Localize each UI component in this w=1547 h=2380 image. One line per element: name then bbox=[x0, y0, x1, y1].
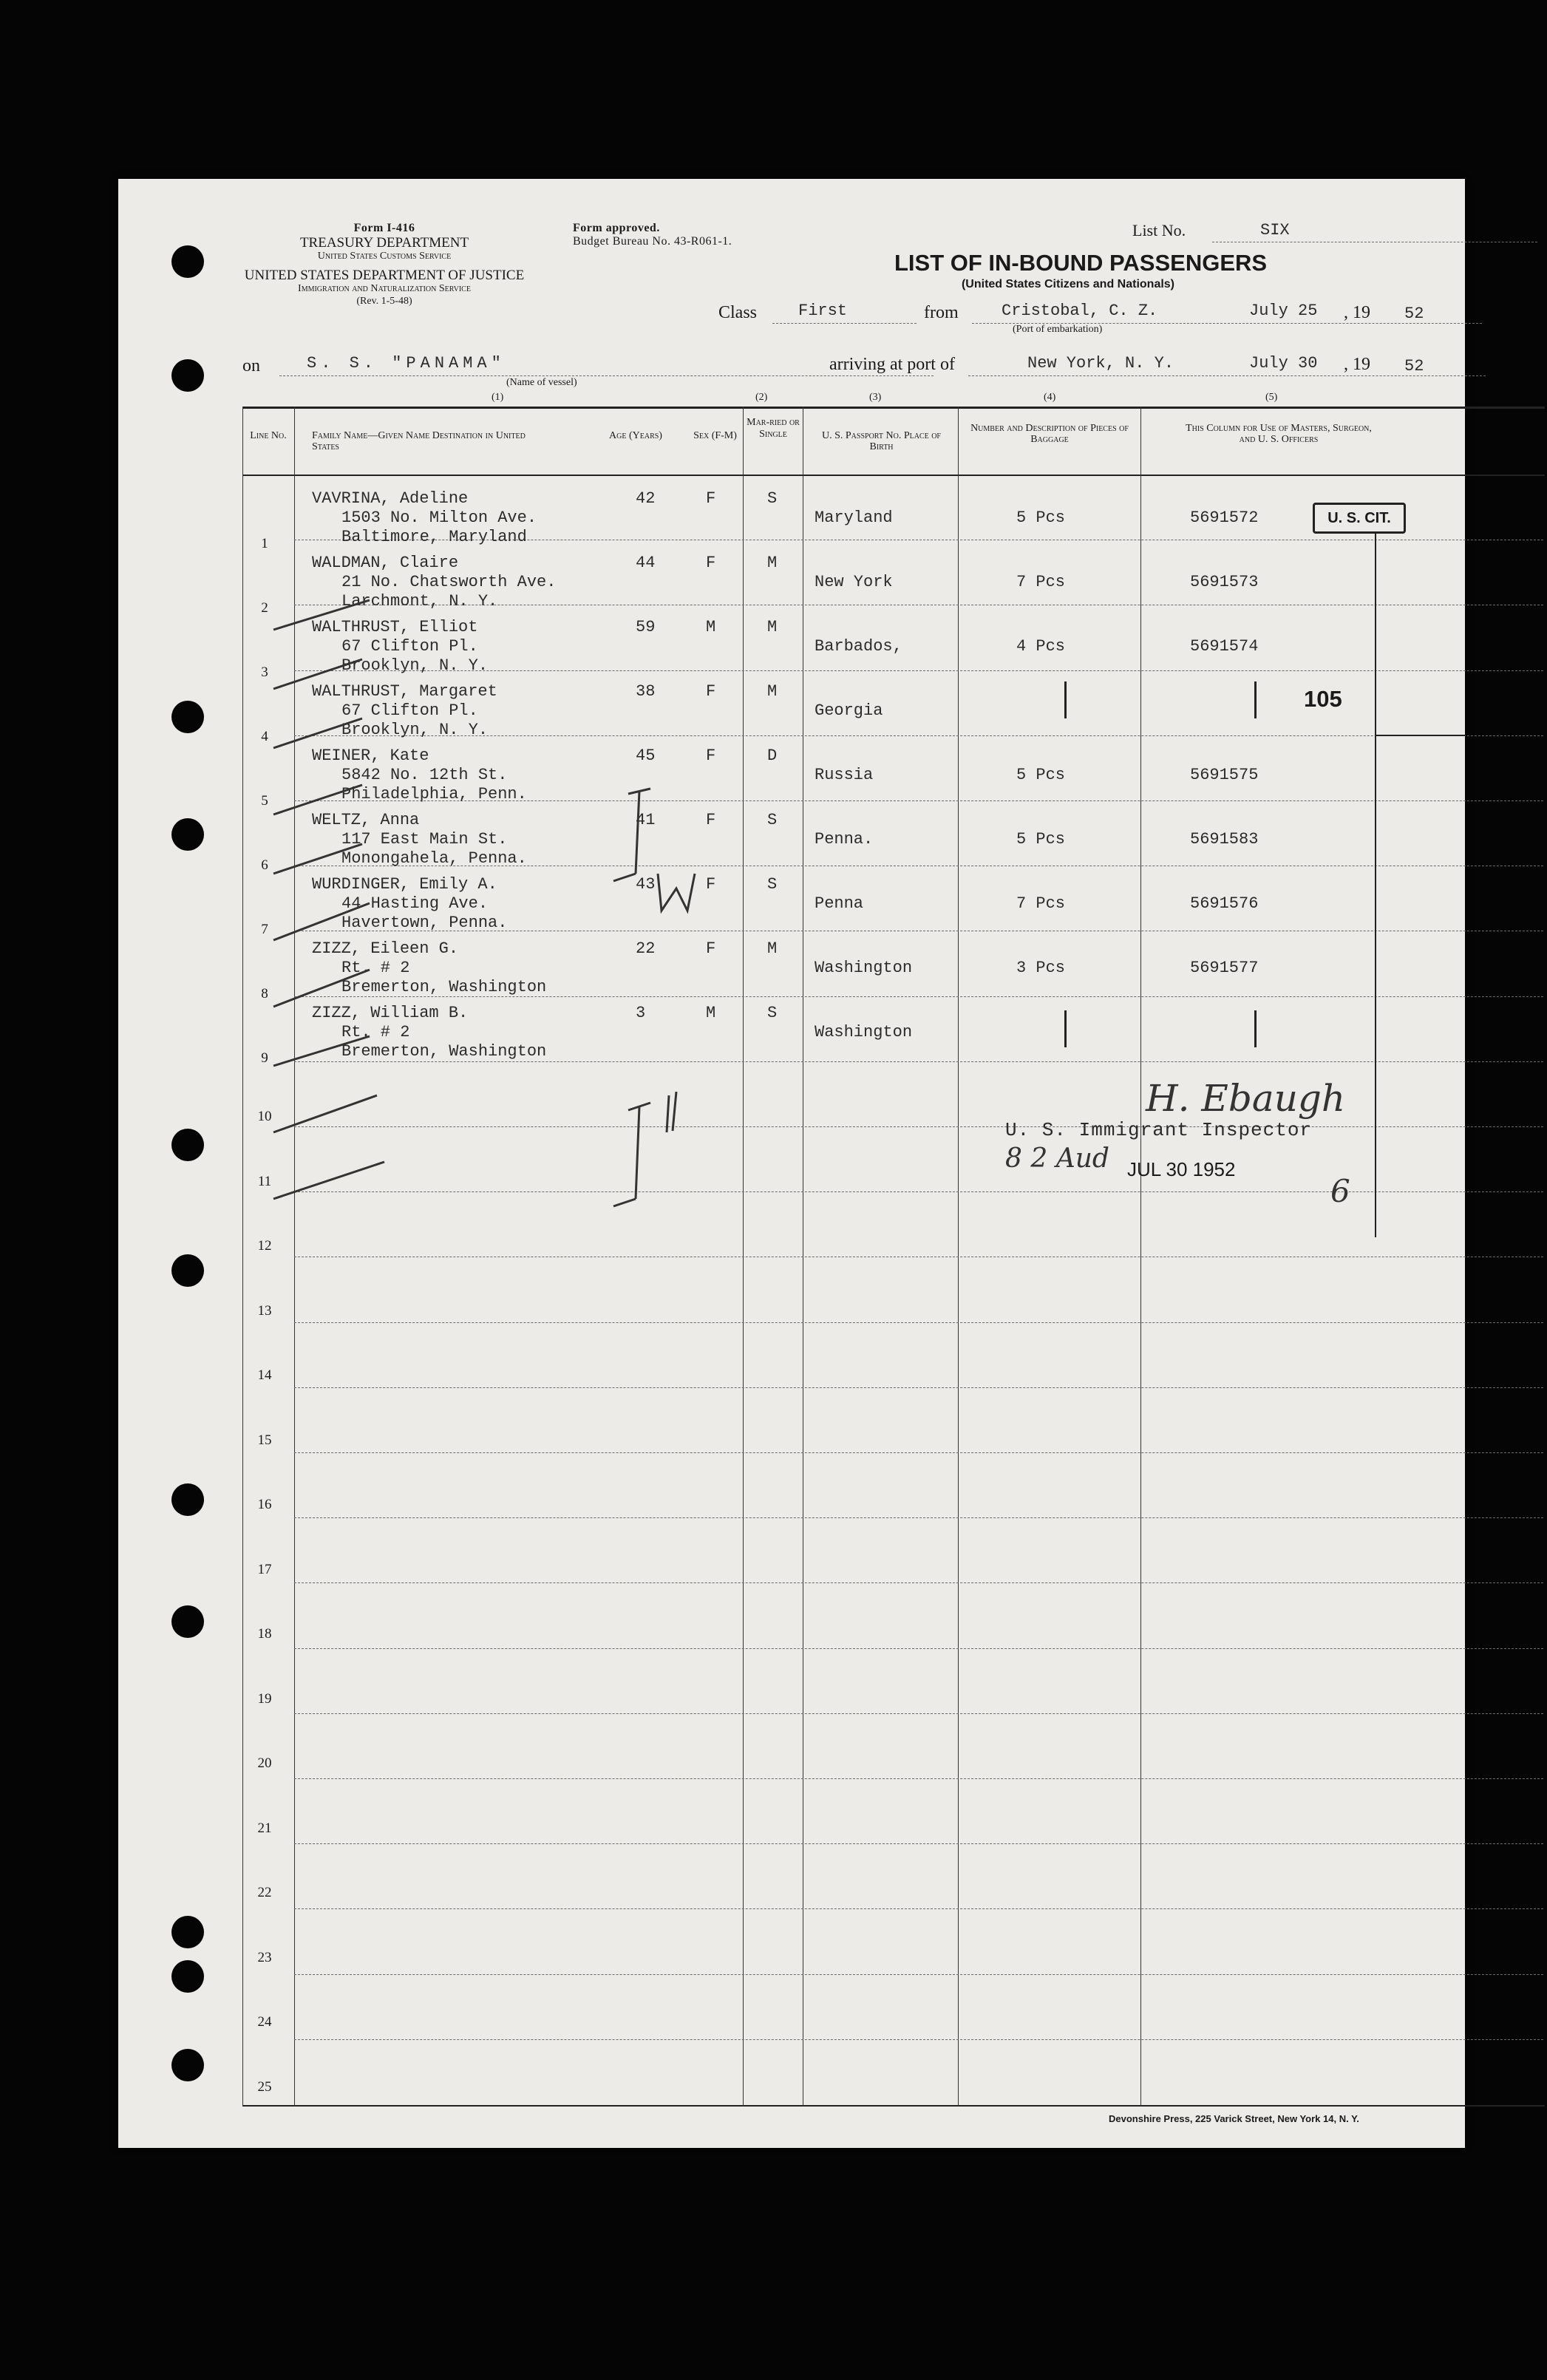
arrival-date: July 30 bbox=[1249, 354, 1318, 373]
officer-number: 5691572 bbox=[1190, 509, 1259, 527]
address-city: Brooklyn, N. Y. bbox=[341, 721, 489, 739]
punch-hole bbox=[171, 245, 204, 278]
sex: F bbox=[706, 811, 716, 829]
baggage: 3 Pcs bbox=[1016, 959, 1066, 977]
place-of-birth: Washington bbox=[815, 1023, 913, 1041]
year-prefix-2: 19 bbox=[1353, 355, 1370, 374]
vessel-name: S. S. "PANAMA" bbox=[307, 354, 506, 373]
date-stamp: JUL 30 1952 bbox=[1127, 1158, 1236, 1180]
check-marks bbox=[251, 489, 739, 1236]
form-approved: Form approved. bbox=[573, 222, 660, 234]
line-number: 23 bbox=[257, 1949, 272, 1965]
sex: F bbox=[706, 554, 716, 572]
address-line: Rt. # 2 bbox=[341, 1023, 410, 1041]
address-city: Philadelphia, Penn. bbox=[341, 785, 527, 803]
sex: F bbox=[706, 489, 716, 508]
baggage: 5 Pcs bbox=[1016, 509, 1066, 527]
from-port: Cristobal, C. Z. bbox=[1002, 302, 1158, 320]
revision: (Rev. 1-5-48) bbox=[356, 296, 412, 307]
class-label: Class bbox=[718, 303, 758, 322]
col-num-2: (2) bbox=[755, 392, 768, 403]
line-number: 22 bbox=[257, 1885, 272, 1900]
marital-status: M bbox=[767, 682, 778, 701]
baggage: 7 Pcs bbox=[1016, 894, 1066, 913]
sex: F bbox=[706, 939, 716, 958]
line-number: 15 bbox=[257, 1432, 272, 1448]
line-number: 7 bbox=[261, 922, 268, 937]
count-number: 105 bbox=[1304, 686, 1342, 712]
col-num-3: (3) bbox=[869, 392, 882, 403]
punch-hole bbox=[171, 1605, 204, 1638]
address-city: Monongahela, Penna. bbox=[341, 849, 527, 868]
line-number: 1 bbox=[261, 536, 268, 551]
passenger-name: WALTHRUST, Margaret bbox=[312, 682, 497, 701]
address-city: Brooklyn, N. Y. bbox=[341, 656, 489, 675]
list-no-value: SIX bbox=[1260, 221, 1290, 239]
from-label: from bbox=[924, 303, 959, 322]
line-number: 13 bbox=[257, 1302, 272, 1319]
passenger-name: VAVRINA, Adeline bbox=[312, 489, 469, 508]
line-number: 6 bbox=[261, 857, 268, 873]
age: 45 bbox=[636, 747, 656, 765]
customs-service: United States Customs Service bbox=[317, 251, 452, 262]
punch-hole bbox=[171, 1254, 204, 1287]
ins-service: Immigration and Naturalization Service bbox=[298, 283, 471, 294]
sex: M bbox=[706, 1004, 716, 1022]
handwritten-note: 8 2 Aud bbox=[1005, 1143, 1109, 1174]
place-of-birth: New York bbox=[815, 573, 893, 591]
officer-number: 5691576 bbox=[1190, 894, 1259, 913]
marital-status: S bbox=[767, 875, 778, 894]
line-number: 8 bbox=[261, 986, 268, 1002]
marital-status: S bbox=[767, 1004, 778, 1022]
address-line: 21 No. Chatsworth Ave. bbox=[341, 573, 557, 591]
sex: F bbox=[706, 875, 716, 894]
address-city: Larchmont, N. Y. bbox=[341, 592, 498, 611]
age: 41 bbox=[636, 811, 656, 829]
line-number: 11 bbox=[257, 1173, 272, 1189]
age: 38 bbox=[636, 682, 656, 701]
from-date: July 25 bbox=[1249, 302, 1318, 320]
punch-hole bbox=[171, 2049, 204, 2081]
address-city: Bremerton, Washington bbox=[341, 978, 547, 996]
address-line: 117 East Main St. bbox=[341, 830, 508, 849]
dept-justice: UNITED STATES DEPARTMENT OF JUSTICE bbox=[244, 268, 525, 283]
line-number: 14 bbox=[257, 1367, 272, 1383]
marital-status: M bbox=[767, 618, 778, 636]
list-no-label: List No. bbox=[1132, 221, 1186, 239]
passenger-name: ZIZZ, William B. bbox=[312, 1004, 469, 1022]
address-line: 67 Clifton Pl. bbox=[341, 701, 478, 720]
address-line: 5842 No. 12th St. bbox=[341, 766, 508, 784]
baggage: 5 Pcs bbox=[1016, 830, 1066, 849]
header-sex: Sex (F-M) bbox=[693, 430, 737, 441]
line-number: 18 bbox=[257, 1626, 272, 1642]
address-city: Havertown, Penna. bbox=[341, 914, 508, 932]
line-number: 9 bbox=[261, 1050, 268, 1066]
sex: F bbox=[706, 747, 716, 765]
passenger-name: WALTHRUST, Elliot bbox=[312, 618, 478, 636]
line-number: 21 bbox=[257, 1820, 272, 1836]
line-number: 12 bbox=[257, 1238, 272, 1254]
passenger-name: WELTZ, Anna bbox=[312, 811, 420, 829]
arrival-port: New York, N. Y. bbox=[1027, 354, 1174, 373]
col-num-1: (1) bbox=[492, 392, 504, 403]
address-city: Bremerton, Washington bbox=[341, 1042, 547, 1061]
page-title: LIST OF IN-BOUND PASSENGERS bbox=[894, 250, 1268, 276]
age: 59 bbox=[636, 618, 656, 636]
officer-number: 5691583 bbox=[1190, 830, 1259, 849]
handwritten-six: 6 bbox=[1330, 1173, 1350, 1209]
punch-hole bbox=[171, 1916, 204, 1948]
place-of-birth: Penna bbox=[815, 894, 864, 913]
arriving-label: arriving at port of bbox=[829, 355, 955, 374]
year-prefix-1: 19 bbox=[1353, 303, 1370, 322]
line-number: 25 bbox=[257, 2078, 272, 2095]
officer-number: 5691575 bbox=[1190, 766, 1259, 784]
address-line: 1503 No. Milton Ave. bbox=[341, 509, 537, 527]
place-of-birth: Maryland bbox=[815, 509, 893, 527]
passenger-name: WEINER, Kate bbox=[312, 747, 429, 765]
officer-number: 5691577 bbox=[1190, 959, 1259, 977]
place-of-birth: Penna. bbox=[815, 830, 874, 849]
col-num-4: (4) bbox=[1044, 392, 1056, 403]
baggage: 4 Pcs bbox=[1016, 637, 1066, 656]
sex: M bbox=[706, 618, 716, 636]
punch-hole bbox=[171, 1129, 204, 1161]
baggage: 7 Pcs bbox=[1016, 573, 1066, 591]
budget-bureau: Budget Bureau No. 43-R061-1. bbox=[573, 235, 732, 248]
form-number: Form I-416 bbox=[353, 222, 415, 234]
address-line: 67 Clifton Pl. bbox=[341, 637, 478, 656]
header-passport: U. S. Passport No. Place of Birth bbox=[822, 430, 941, 452]
line-number: 3 bbox=[261, 664, 268, 680]
header-officers: This Column for Use of Masters, Surgeon, and U. S. Officers bbox=[1186, 423, 1372, 445]
arrival-year: 52 bbox=[1404, 357, 1424, 375]
header-married: Mar-ried or Single bbox=[747, 417, 800, 440]
col-num-5: (5) bbox=[1265, 392, 1278, 403]
line-number: 20 bbox=[257, 1755, 272, 1771]
age: 44 bbox=[636, 554, 656, 572]
line-number: 4 bbox=[261, 729, 268, 744]
line-number: 5 bbox=[261, 793, 268, 809]
class-value: First bbox=[798, 302, 848, 320]
punch-hole bbox=[171, 359, 204, 392]
inspector-label: U. S. Immigrant Inspector bbox=[1005, 1119, 1313, 1141]
from-year: 52 bbox=[1404, 305, 1424, 323]
place-of-birth: Georgia bbox=[815, 701, 883, 720]
punch-hole bbox=[171, 1960, 204, 1993]
address-city: Baltimore, Maryland bbox=[341, 528, 527, 546]
age: 22 bbox=[636, 939, 656, 958]
age: 3 bbox=[636, 1004, 646, 1022]
line-number: 10 bbox=[257, 1109, 272, 1124]
us-cit-stamp: U. S. CIT. bbox=[1313, 503, 1406, 534]
sex: F bbox=[706, 682, 716, 701]
line-number: 16 bbox=[257, 1497, 272, 1512]
address-line: Rt. # 2 bbox=[341, 959, 410, 977]
header-line-no: Line No. bbox=[250, 430, 287, 441]
line-number: 17 bbox=[257, 1561, 272, 1577]
officer-number: 5691573 bbox=[1190, 573, 1259, 591]
place-of-birth: Washington bbox=[815, 959, 913, 977]
officer-number: 5691574 bbox=[1190, 637, 1259, 656]
marital-status: S bbox=[767, 489, 778, 508]
port-embarkation-label: (Port of embarkation) bbox=[1013, 324, 1103, 335]
age: 42 bbox=[636, 489, 656, 508]
place-of-birth: Russia bbox=[815, 766, 874, 784]
marital-status: M bbox=[767, 554, 778, 572]
age: 43 bbox=[636, 875, 656, 894]
header-age: Age (Years) bbox=[609, 430, 662, 441]
address-line: 44 Hasting Ave. bbox=[341, 894, 489, 913]
punch-hole bbox=[171, 1483, 204, 1516]
marital-status: D bbox=[767, 747, 778, 765]
baggage: 5 Pcs bbox=[1016, 766, 1066, 784]
line-number: 2 bbox=[261, 600, 268, 616]
passenger-name: WURDINGER, Emily A. bbox=[312, 875, 497, 894]
passenger-name: WALDMAN, Claire bbox=[312, 554, 459, 572]
marital-status: M bbox=[767, 939, 778, 958]
form-sheet: Form I-416 TREASURY DEPARTMENT United States Customs Service UNITED STATES DEPARTMENT OF JUSTICE Immigration and Naturalization Service (Rev. 1-5-48) Form approved. Budget Bureau No. 43-R061-1. LIST OF IN-BOUND PASSENGERS (United States Citizens and Nationals) List No. SIX Class First from Cristobal, C. Z. July 25 , 19 52 (Port of embarkation) on S. S. "PANAMA" (Name of vessel) arriving at port of New York, N. Y. July 30 , 19 52 (1) (2) (3) (4) (5) Line No. Family Name—Given Name Destination in United States Age (Years) Sex (F-M) Mar-ried or Single U. S. Passport No. Place of Birth Number and Description of Pieces of Baggage This Column for Use of Masters, Surgeon, and U. S. Officers 1 VAVRINA, Adeline 1503 No. Milton Ave. Baltimore, Maryland 42 F S Maryland 5 Pcs 5691572 2 WALDMAN, Claire 21 No. Chatsworth Ave. Larchmont, N. Y. 44 F M New York 7 Pcs 5691573 3 WALTHRUST, Elliot 67 Clifton Pl. Brooklyn, N. Y. 59 M M Barbados, 4 Pcs 5691574 4 WALTHRUST, Margaret 67 Clifton Pl. Brooklyn, N. Y. 38 F M Georgia 5 WEINER, Kate 5842 No. 12th St. Philadelphia, Penn. 45 F D Russia 5 Pcs 5691575 6 WELTZ, Anna 117 East Main St. Monongahela, Penna. 41 F S Penna. 5 Pcs 5691583 7 WURDINGER, Emily A. 44 Hasting Ave. Havertown, Penna. 43 F S Penna 7 Pcs 5691576 8 ZIZZ, Eileen G. Rt. # 2 Bremerton, Washington 22 F M Washington 3 Pcs 5691577 9 ZIZZ, William B. Rt. # 2 Bremerton, Washington 3 M S Washington 10 11 12 13 14 15 16 17 18 19 20 21 22 23 24 25 U. S. CIT. 105 U. S. Immigrant Inspector H. Ebaugh JUL 30 1952 8 2 Aud 6 Devonshire Press, 225 Varick Street, New York 14, N. Y. bbox=[118, 179, 1465, 2148]
header-baggage: Number and Description of Pieces of Baggage bbox=[970, 423, 1129, 445]
marital-status: S bbox=[767, 811, 778, 829]
printer-footer: Devonshire Press, 225 Varick Street, New York 14, N. Y. bbox=[1109, 2113, 1359, 2124]
inspector-signature: H. Ebaugh bbox=[1146, 1077, 1346, 1120]
line-number: 24 bbox=[257, 2014, 272, 2030]
place-of-birth: Barbados, bbox=[815, 637, 902, 656]
line-number: 19 bbox=[257, 1690, 272, 1707]
on-label: on bbox=[242, 356, 260, 375]
dept-treasury: TREASURY DEPARTMENT bbox=[299, 235, 469, 251]
vessel-label: (Name of vessel) bbox=[506, 377, 577, 388]
passenger-name: ZIZZ, Eileen G. bbox=[312, 939, 459, 958]
header-name: Family Name—Given Name Destination in United States bbox=[312, 430, 526, 452]
page-subtitle: (United States Citizens and Nationals) bbox=[961, 278, 1175, 290]
